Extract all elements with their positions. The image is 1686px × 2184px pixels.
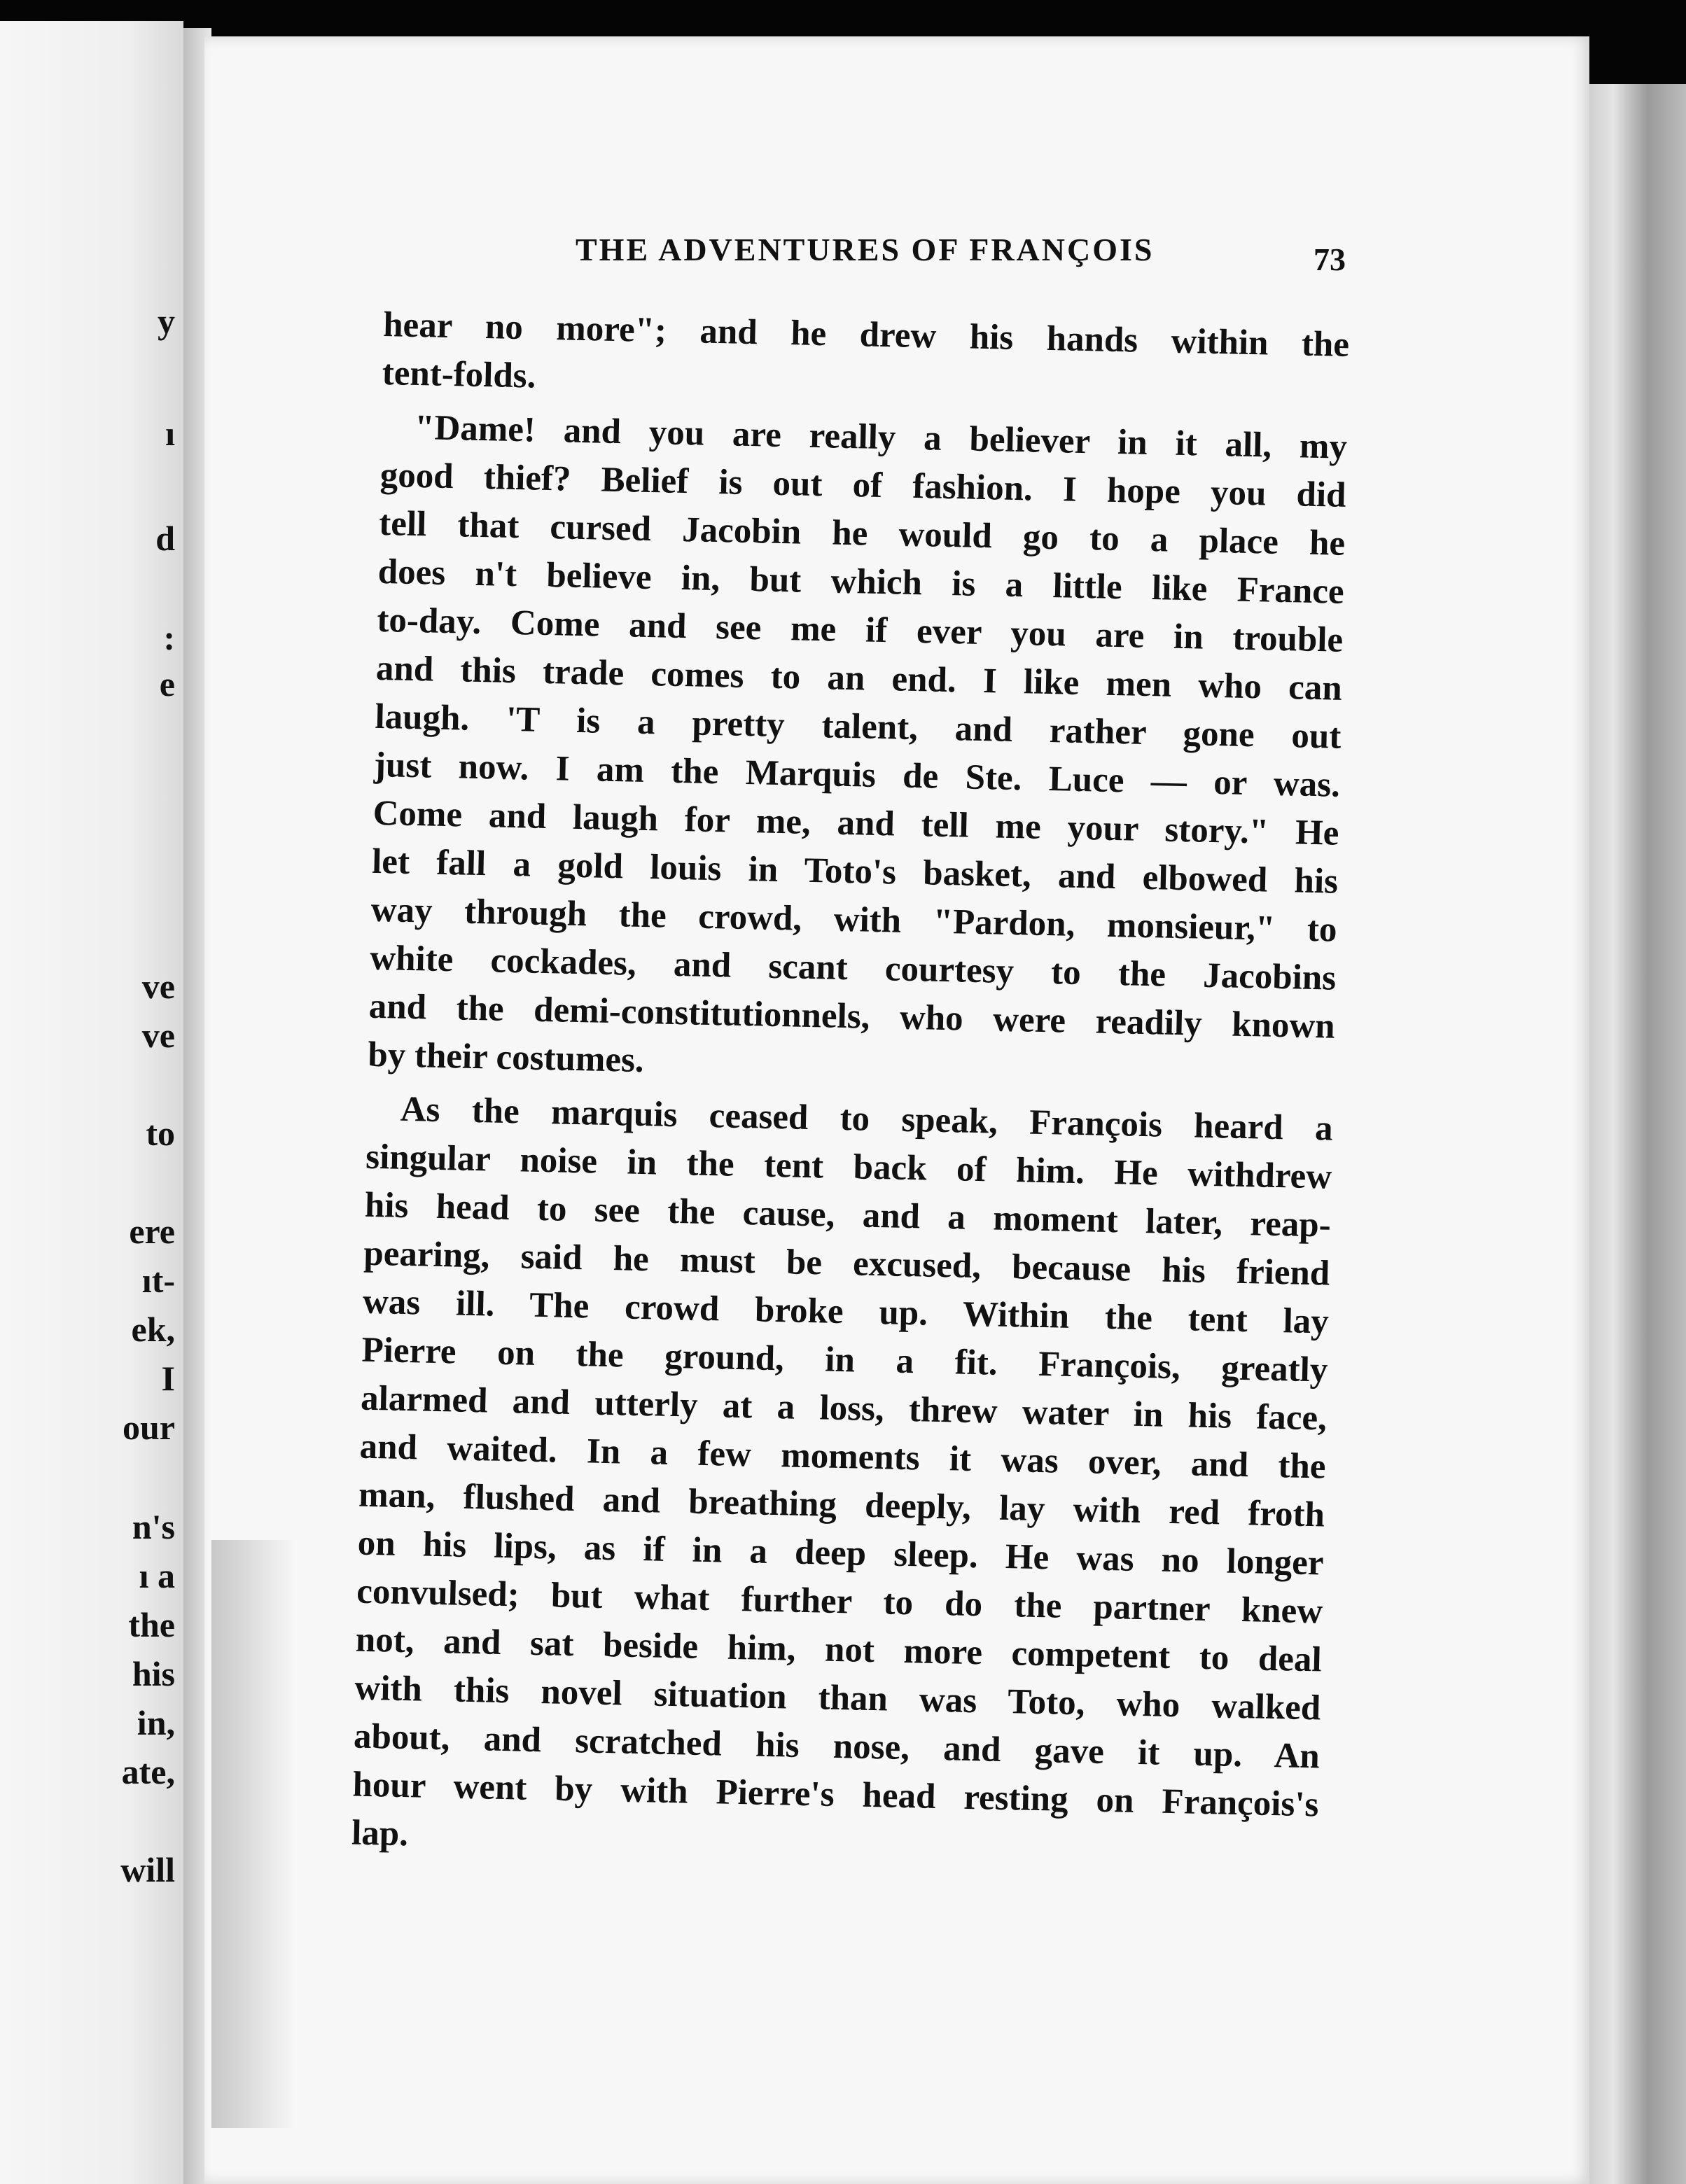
text-line: with this novel situation than was Toto, who walked	[354, 1668, 1321, 1728]
text-line: not, and sat beside him, not more competent to deal	[355, 1620, 1323, 1680]
text-line: white cockades, and scant courtesy to the Jacobins	[369, 938, 1337, 998]
text-line: and waited. In a few moments it was over, and the	[359, 1427, 1327, 1487]
text-line: and the demi-constitutionnels, who were readily known	[368, 986, 1336, 1046]
text-line: alarmed and utterly at a loss, threw water in his face,	[360, 1378, 1328, 1438]
left-page-text: in,	[137, 1703, 175, 1742]
text-line: man, flushed and breathing deeply, lay with red froth	[358, 1475, 1325, 1535]
text-line: laugh. 'T is a pretty talent, and rather gone out	[374, 696, 1342, 757]
left-page-text: ek,	[131, 1310, 175, 1349]
left-page-text: n's	[132, 1507, 175, 1546]
left-page-text: :	[163, 618, 175, 657]
page-edges	[1589, 84, 1686, 2184]
left-page-text: ere	[129, 1212, 175, 1251]
left-page-text: our	[123, 1408, 175, 1447]
text-line: hear no more"; and he drew his hands within the	[382, 304, 1350, 365]
text-line: about, and scratched his nose, and gave it up. An	[353, 1716, 1321, 1777]
text-line: to-day. Come and see me if ever you are in trouble	[376, 600, 1344, 660]
text-line: does n't believe in, but which is a little like France	[377, 552, 1345, 612]
text-line: his head to see the cause, and a moment later, reap-	[364, 1185, 1332, 1245]
text-line: just now. I am the Marquis de Ste. Luce — or was.	[373, 745, 1341, 805]
text-line: pearing, said he must be excused, because his friend	[363, 1233, 1330, 1294]
text-line: convulsed; but what further to do the partner knew	[356, 1572, 1323, 1632]
text-line: tent-folds.	[382, 353, 536, 396]
text-line: was ill. The crowd broke up. Within the tent lay	[362, 1282, 1330, 1342]
text-line: on his lips, as if in a deep sleep. He was no longer	[357, 1523, 1325, 1583]
left-page-text: to	[146, 1114, 175, 1153]
text-line: and this trade comes to an end. I like men who can	[375, 648, 1343, 708]
page-number: 73	[1314, 241, 1346, 277]
text-line: lap.	[351, 1813, 409, 1854]
text-line: hour went by with Pierre's head resting on François's	[352, 1765, 1319, 1825]
left-page-text: will	[120, 1850, 175, 1889]
left-page-text: e	[159, 664, 175, 704]
previous-page-fragment	[0, 21, 183, 2184]
text-line: Pierre on the ground, in a fit. François, greatly	[361, 1330, 1328, 1390]
text-line: singular noise in the tent back of him. He withdrew	[365, 1137, 1332, 1197]
left-page-text: ıt-	[141, 1261, 175, 1300]
running-head: THE ADVENTURES OF FRANÇOIS	[576, 232, 1155, 267]
text-line: good thief? Belief is out of fashion. I hope you did	[379, 455, 1347, 515]
text-line: tell that cursed Jacobin he would go to a place he	[378, 503, 1346, 564]
text-line: way through the crowd, with "Pardon, monsieur," to	[370, 890, 1338, 950]
text-line: let fall a gold louis in Toto's basket, and elbowed his	[371, 841, 1339, 902]
left-page-text: ve	[141, 967, 175, 1006]
left-page-text: y	[158, 302, 175, 341]
left-page-text: his	[132, 1654, 175, 1693]
left-page-text: ı a	[139, 1556, 175, 1595]
left-page-text: the	[128, 1605, 175, 1644]
text-line: "Dame! and you are really a believer in it all, my	[414, 407, 1348, 467]
text-line: by their costumes.	[367, 1035, 645, 1081]
left-page-text: ve	[141, 1016, 175, 1055]
left-page-text: I	[161, 1359, 175, 1398]
body-text	[351, 301, 1349, 1877]
page-shadow	[211, 1540, 295, 2128]
left-page-text: ı	[165, 414, 175, 453]
left-page-text: ate,	[121, 1752, 175, 1791]
text-line: As the marquis ceased to speak, François heard a	[400, 1089, 1334, 1149]
text-line: Come and laugh for me, and tell me your story." He	[372, 793, 1339, 853]
left-page-text: d	[155, 519, 175, 558]
